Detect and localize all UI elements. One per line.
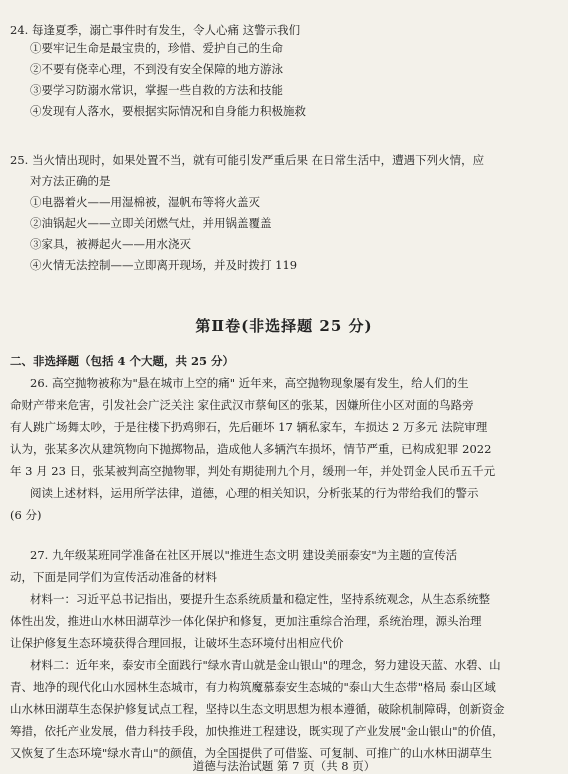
q25-item-1: ①电器着火——用湿棉被，湿帆布等将火盖灭 <box>30 195 260 209</box>
q27-line-5: 让保护修复生态环境获得合理回报，让破坏生态环境付出相应代价 <box>10 636 344 650</box>
q24-item-1: ①要牢记生命是最宝贵的，珍惜、爱护自己的生命 <box>30 41 283 55</box>
q24-item-3: ③要学习防溺水常识，掌握一些自救的方法和技能 <box>30 83 283 97</box>
q27-line-10: 又恢复了生态环境"绿水青山"的颜值，为全国提供了可借鉴、可复制、可推广的山水林田湖草生 <box>10 746 493 760</box>
q27-line-4: 体性出发，推进山水林田湖草沙一体化保护和修复，更加注重综合治理，系统治理，源头治理 <box>10 614 482 628</box>
page-footer: 道德与法治试题 第 7 页（共 8 页） <box>192 759 376 773</box>
q25-item-3: ③家具，被褥起火——用水浇灭 <box>30 237 191 251</box>
q27-line-7: 青、地净的现代化山水园林生态城市，有力构筑魔慕泰安生态城的"泰山大生态带"格局 泰山区域 <box>10 680 496 694</box>
part2-title: 第Ⅱ卷(非选择题 25 分) <box>195 317 373 335</box>
q27-line-3: 材料一：习近平总书记指出，要提升生态系统质量和稳定性，坚持系统观念，从生态系统整 <box>30 592 490 606</box>
q24-stem: 24. 每逢夏季，溺亡事件时有发生，令人心痛 这警示我们 <box>10 23 301 37</box>
q25-stem-2: 对方法正确的是 <box>30 174 111 188</box>
q26-line-3: 有人跳广场舞太吵，于是往楼下扔鸡卵石，先后砸坏 17 辆私家车，车损达 2 万多元 法院审理 <box>10 420 488 434</box>
q26-line-2: 命财产带来危害，引发社会广泛关注 家住武汉市蔡甸区的张某，因嫌所住小区对面的鸟路旁 <box>10 398 474 412</box>
q27-line-9: 筹措，依托产业发展，借力科技手段，加快推进工程建设，既实现了产业发展"金山银山"的价值， <box>10 724 504 738</box>
q27-line-8: 山水林田湖草生态保护修复试点工程，坚持以生态文明思想为根本遵循，破除机制障碍，创新资金 <box>10 702 505 716</box>
q27-line-2: 动，下面是同学们为宣传活动准备的材料 <box>10 570 217 584</box>
q26-line-6: 阅读上述材料，运用所学法律，道德，心理的相关知识，分析张某的行为带给我们的警示 <box>30 486 479 500</box>
q26-line-5: 年 3 月 23 日，张某被判高空抛物罪，判处有期徒刑九个月，缓刑一年，并处罚金人民币五千元 <box>10 464 496 478</box>
q25-item-4: ④火情无法控制——立即离开现场，并及时拨打 119 <box>30 258 298 272</box>
q25-item-2: ②油锅起火——立即关闭燃气灶，并用锅盖覆盖 <box>30 216 272 230</box>
q24-item-2: ②不要有侥幸心理，不到没有安全保障的地方游泳 <box>30 62 283 76</box>
q26-line-4: 认为，张某多次从建筑物向下抛掷物品，造成他人多辆汽车损坏，情节严重，已构成犯罪 2022 <box>10 442 492 456</box>
q27-line-6: 材料二：近年来，泰安市全面践行"绿水青山就是金山银山"的理念，努力建设天蓝、水碧、山 <box>30 658 501 672</box>
q24-item-4: ④发现有人落水，要根据实际情况和自身能力积极施救 <box>30 104 306 118</box>
section-heading: 二、非选择题（包括 4 个大题，共 25 分） <box>10 354 235 368</box>
q26-line-7: (6 分) <box>10 508 42 522</box>
q25-stem-1: 25. 当火情出现时，如果处置不当，就有可能引发严重后果 在日常生活中，遭遇下列火情，应 <box>10 153 485 167</box>
q26-line-1: 26. 高空抛物被称为"悬在城市上空的痛" 近年来，高空抛物现象屡有发生，给人们的生 <box>30 376 469 390</box>
q27-line-1: 27. 九年级某班同学准备在社区开展以"推进生态文明 建设美丽泰安"为主题的宣传活 <box>30 548 458 562</box>
